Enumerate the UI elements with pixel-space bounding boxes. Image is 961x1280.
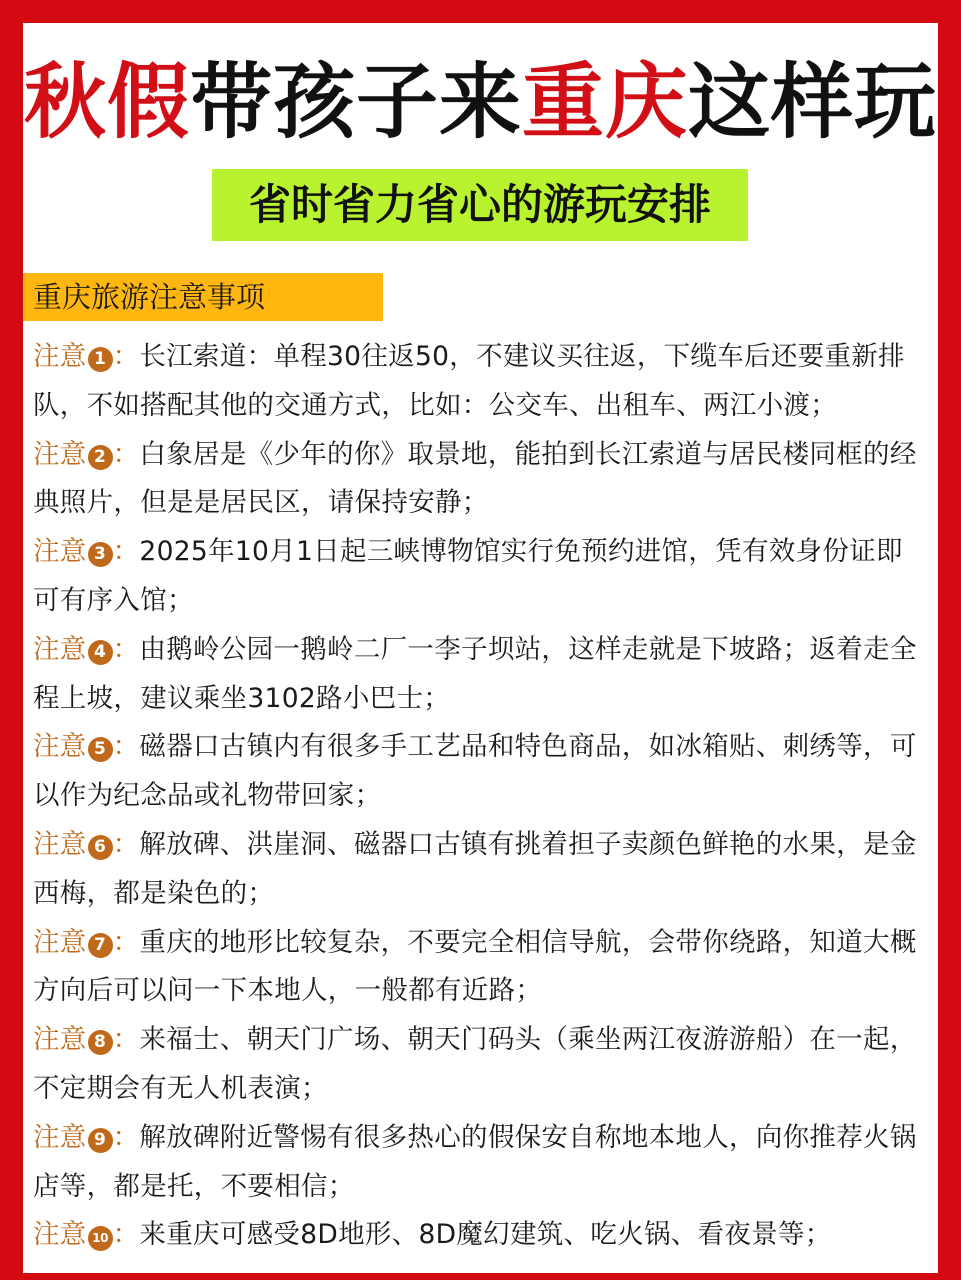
note-item-3: [33, 528, 923, 626]
note-item-2: [33, 431, 923, 529]
note-colon: ：: [112, 828, 140, 860]
number-circle-icon: 7: [88, 933, 113, 958]
subtitle-text: 省时省力省心的游玩安排: [248, 180, 711, 229]
number-circle-icon: 10: [88, 1226, 113, 1251]
note-colon: ：: [112, 438, 140, 470]
note-text: 由鹅岭公园一鹅岭二厂一李子坝站，这样走就是下坡路；返着走全程上坡，建议乘坐3102路小巴士；: [33, 633, 917, 714]
note-colon: ：: [112, 341, 140, 372]
note-text: 解放碑附近警惕有很多热心的假保安自称地本地人，向你推荐火锅店等，都是托，不要相信；: [33, 1121, 917, 1202]
note-text: 2025年10月1日起三峡博物馆实行免预约进馆，凭有效身份证即可有序入馆；: [33, 536, 903, 616]
section-heading-text: 重庆旅游注意事项: [33, 280, 266, 314]
note-item-10: [33, 1211, 923, 1260]
title-part-play-this-way: 这样玩: [688, 55, 938, 150]
section-heading: [23, 273, 383, 321]
page-title: [0, 55, 961, 151]
note-colon: ：: [112, 926, 140, 958]
note-label: 注意: [33, 731, 87, 763]
note-label: 注意: [33, 926, 87, 958]
note-label: 注意: [33, 1219, 87, 1251]
number-circle-icon: 1: [88, 347, 113, 372]
note-colon: ：: [112, 1219, 140, 1251]
note-label: 注意: [33, 1024, 87, 1056]
number-circle-icon: 3: [88, 542, 113, 567]
note-text: 长江索道：单程30往返50，不建议买往返，下缆车后还要重新排队，不如搭配其他的交通方式，比如：公交车、出租车、两江小渡；: [33, 341, 905, 421]
note-colon: ：: [112, 1121, 140, 1153]
note-text: 解放碑、洪崖洞、磁器口古镇有挑着担子卖颜色鲜艳的水果，是金西梅，都是染色的；: [33, 828, 917, 909]
note-label: 注意: [33, 828, 87, 860]
number-circle-icon: 6: [88, 835, 113, 860]
note-text: 磁器口古镇内有很多手工艺品和特色商品，如冰箱贴、刺绣等，可以作为纪念品或礼物带回家；: [33, 731, 917, 812]
note-label: 注意: [33, 536, 87, 568]
note-label: 注意: [33, 633, 87, 665]
note-colon: ：: [112, 731, 140, 763]
note-item-7: [33, 919, 923, 1017]
number-circle-icon: 4: [88, 640, 113, 665]
title-part-chongqing: 重庆: [522, 55, 689, 150]
note-item-6: [33, 821, 923, 919]
note-text: 来福士、朝天门广场、朝天门码头（乘坐两江夜游游船）在一起，不定期会有无人机表演；: [33, 1024, 917, 1104]
note-label: 注意: [33, 438, 87, 470]
number-circle-icon: 8: [88, 1030, 113, 1055]
note-colon: ：: [112, 536, 140, 568]
number-circle-icon: 5: [88, 737, 113, 762]
subtitle-banner: [212, 169, 748, 241]
notes-list: [33, 333, 923, 1260]
note-label: 注意: [33, 341, 87, 372]
note-item-9: [33, 1114, 923, 1212]
note-colon: ：: [112, 633, 140, 665]
note-colon: ：: [112, 1024, 140, 1056]
note-text: 来重庆可感受8D地形、8D魔幻建筑、吃火锅、看夜景等；: [139, 1219, 832, 1251]
number-circle-icon: 9: [88, 1128, 113, 1153]
note-item-8: [33, 1016, 923, 1114]
note-label: 注意: [33, 1121, 87, 1153]
note-text: 白象居是《少年的你》取景地，能拍到长江索道与居民楼同框的经典照片，但是是居民区，请保持安静；: [33, 438, 917, 519]
note-item-4: [33, 626, 923, 724]
note-item-1: [33, 333, 923, 431]
number-circle-icon: 2: [88, 445, 113, 470]
title-part-bring-kids: 带孩子来: [189, 55, 522, 150]
note-text: 重庆的地形比较复杂，不要完全相信导航，会带你绕路，知道大概方向后可以问一下本地人，一般都有近路；: [33, 926, 917, 1007]
title-part-autumn-break: 秋假: [23, 55, 190, 150]
note-item-5: [33, 723, 923, 821]
